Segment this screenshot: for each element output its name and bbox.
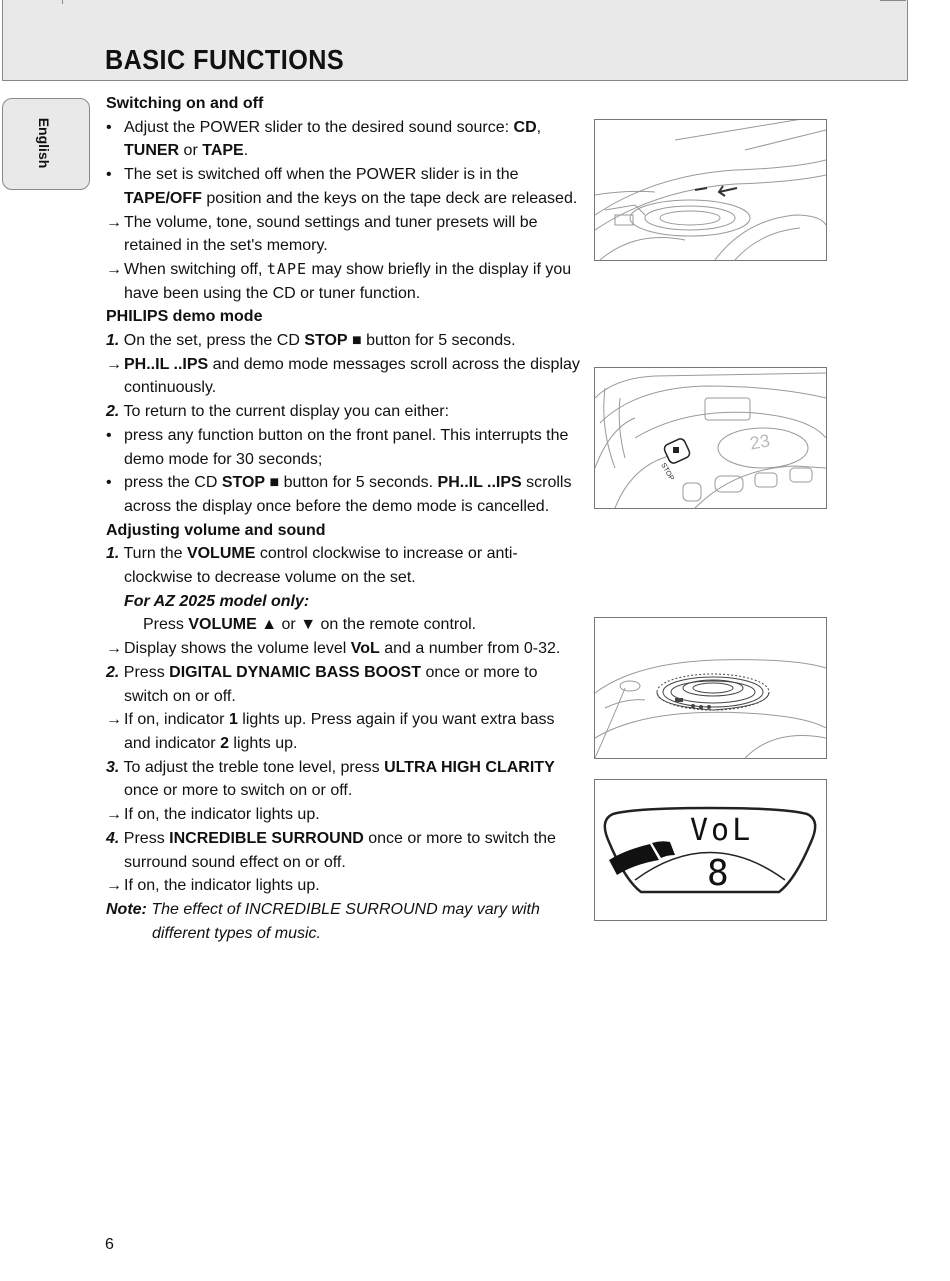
step-item: 3. To adjust the treble tone level, press ULTRA HIGH CLARITY once or more to switch on or off. <box>106 758 555 800</box>
arrow-right-icon: → <box>106 877 122 895</box>
arrow-right-icon: → <box>106 711 122 729</box>
figure-volume-knob <box>594 617 827 759</box>
crop-mark <box>880 0 906 1</box>
language-tab-label: English <box>36 117 52 169</box>
list-item: • Adjust the POWER slider to the desired sound source: CD, TUNER or TAPE. <box>106 116 581 163</box>
model-instruction: Press VOLUME ▲ or ▼ on the remote control. <box>143 616 477 634</box>
step-item: 1. On the set, press the CD STOP ■ button for 5 seconds. <box>106 332 516 350</box>
power-slider-illustration <box>595 120 826 260</box>
arrow-right-icon: → <box>106 640 122 658</box>
arrow-right-icon: → <box>106 806 122 824</box>
list-item: • press the CD STOP ■ button for 5 seconds. PH..IL ..IPS scrolls across the display once before the demo mode is cancelled. <box>106 471 581 518</box>
lcd-volume-digit: 8 <box>707 853 729 894</box>
section-heading-demo: PHILIPS demo mode <box>106 308 263 326</box>
step-item: 2. To return to the current display you can either: <box>106 403 450 421</box>
step-item: 2. Press DIGITAL DYNAMIC BASS BOOST once or more to switch on or off. <box>106 663 538 705</box>
result-item: → If on, the indicator lights up. <box>106 874 581 898</box>
lcd-tape-text: tAPE <box>266 259 308 278</box>
arrow-right-icon: → <box>106 260 122 278</box>
note: Note: The effect of INCREDIBLE SURROUND may vary with <box>106 900 540 918</box>
model-subheading: For AZ 2025 model only: <box>124 592 310 610</box>
figure-lcd-display <box>594 779 827 921</box>
note-continuation: different types of music. <box>152 924 321 942</box>
crop-mark <box>62 0 63 4</box>
stop-label: STOP <box>659 462 675 482</box>
page-title: BASIC FUNCTIONS <box>105 44 345 75</box>
figure-cd-stop <box>594 367 827 509</box>
main-content <box>106 92 581 945</box>
lcd-display-illustration <box>595 780 826 920</box>
step-item: 4. Press INCREDIBLE SURROUND once or more to switch the surround sound effect on or off. <box>106 829 556 871</box>
cd-stop-illustration <box>595 368 826 508</box>
stop-button-icon <box>663 437 691 464</box>
bullet-icon: • <box>106 474 112 492</box>
bullet-icon: • <box>106 118 112 136</box>
figure-power-slider <box>594 119 827 261</box>
page-number: 6 <box>105 1236 114 1253</box>
cd-counter-readout: 23 <box>748 430 772 454</box>
lcd-volume-label: VoL <box>690 813 754 848</box>
section-heading-switching: Switching on and off <box>106 95 264 112</box>
section-heading-volume: Adjusting volume and sound <box>106 521 326 539</box>
list-item: • The set is switched off when the POWER slider is in the TAPE/OFF position and the keys on the tape deck are released. <box>106 163 581 210</box>
arrow-right-icon: → <box>106 355 122 373</box>
step-item: 1. Turn the VOLUME control clockwise to increase or anti-clockwise to decrease volume on the set. <box>106 545 518 587</box>
result-item: → If on, the indicator lights up. <box>106 803 581 827</box>
result-item: → When switching off, tAPE may show briefly in the display if you have been using the CD or tuner function. <box>106 259 572 302</box>
volume-knob-illustration <box>595 618 826 758</box>
result-item: → Display shows the volume level VoL and a number from 0-32. <box>106 637 581 661</box>
arrow-right-icon: → <box>106 213 122 231</box>
bullet-icon: • <box>106 426 112 444</box>
result-item: → PH..IL ..IPS and demo mode messages scroll across the display continuously. <box>106 353 581 400</box>
result-item: → If on, indicator 1 lights up. Press again if you want extra bass and indicator 2 lights up. <box>106 708 581 755</box>
result-item: → The volume, tone, sound settings and tuner presets will be retained in the set's memory. <box>106 211 581 258</box>
bullet-icon: • <box>106 166 112 184</box>
list-item: • press any function button on the front panel. This interrupts the demo mode for 30 seconds; <box>106 424 581 471</box>
